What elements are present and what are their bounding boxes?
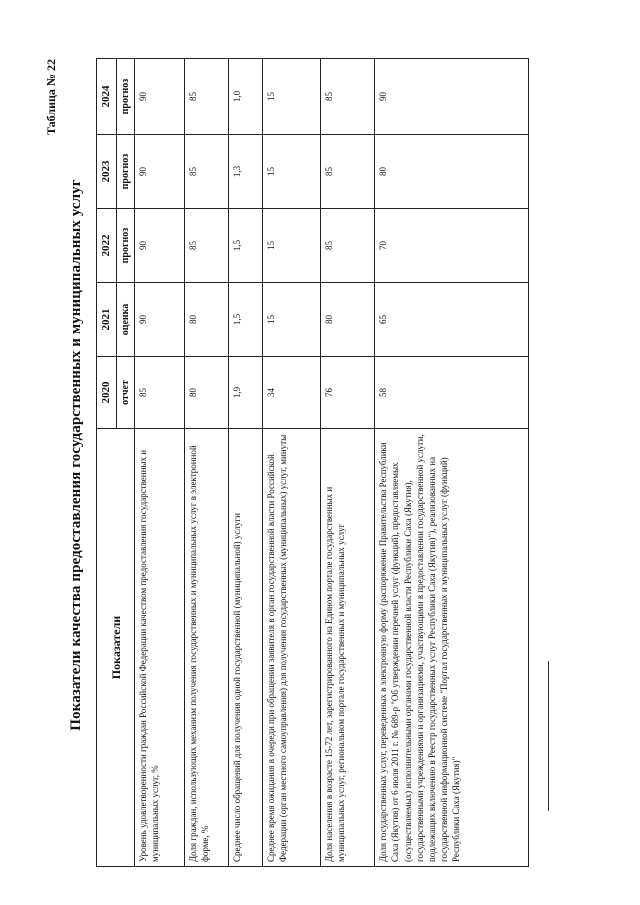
row-value: 65 [375,283,529,357]
footnote-separator [548,661,549,811]
row-value: 80 [375,135,529,209]
indicators-table [96,58,529,867]
row-value: 90 [135,209,185,283]
table-row [375,59,529,867]
row-value: 1,5 [229,209,263,283]
row-indicator: Доля граждан, использующих механизм получения государственных и муниципальных услуг в электронной форме, % [185,429,229,867]
row-value: 1,9 [229,357,263,429]
row-value: 34 [263,357,321,429]
row-value: 15 [263,209,321,283]
header-year-2023: 2023 [97,135,117,209]
row-value: 85 [321,135,375,209]
table-row [263,59,321,867]
table-row [185,59,229,867]
table-row [135,59,185,867]
row-value: 15 [263,59,321,135]
row-value: 90 [375,59,529,135]
table-number: Таблица № 22 [44,59,58,136]
row-value: 1,3 [229,135,263,209]
table-row [229,59,263,867]
table-row [321,59,375,867]
row-value: 85 [321,59,375,135]
row-indicator: Среднее число обращений для получения одной государственной (муниципальной) услуги [229,429,263,867]
row-value: 80 [185,357,229,429]
page-title: Показатели качества предоставления государственных и муниципальных услуг [68,179,84,731]
header-year-2022: 2022 [97,209,117,283]
header-year-2020: 2020 [97,357,117,429]
header-indicator: Показатели [97,429,135,867]
row-value: 70 [375,209,529,283]
row-indicator: Доля населения в возрасте 15-72 лет, зарегистрированного на Едином портале государственных и муниципальных услуг, региональном портале государственных и муниципальных услуг [321,429,375,867]
row-value: 85 [321,209,375,283]
header-type-2024: прогноз [116,59,135,135]
row-value: 85 [185,135,229,209]
row-value: 1,0 [229,59,263,135]
row-value: 80 [185,283,229,357]
row-value: 76 [321,357,375,429]
row-indicator: Среднее время ожидания в очереди при обращении заявителя в орган государственной власти Российской Федерации (орган местного самоуправления) для получения государственных (муниципальных) услуг, минуты [263,429,321,867]
row-value: 90 [135,59,185,135]
row-value: 15 [263,135,321,209]
header-year-2021: 2021 [97,283,117,357]
row-indicator: Доля государственных услуг, переведенных в электронную форму (распоряжение Правительства Республики Саха (Якутия) от 6 июля 2011 г. № 689-р "Об утверждении перечней услуг (функций), предоставляемых (осуществляемых) исполнительными органами государственной власти Республики Саха (Якутия), государственными учреждениями и организациями, участвующими в предоставлении государственной услуги, подлежащих включению в Реестр государственных услуг Республики Саха (Якутия)"), реализованных на государственной информационной системе "Портал государственных и муниципальных услуг (функций) Республики Саха (Якутия)" [375,429,529,867]
row-value: 85 [185,59,229,135]
row-value: 85 [135,357,185,429]
row-value: 80 [321,283,375,357]
rotated-sheet [40,25,600,885]
row-value: 58 [375,357,529,429]
header-type-2020: отчет [116,357,135,429]
header-type-2023: прогноз [116,135,135,209]
row-value: 90 [135,135,185,209]
row-indicator: Уровень удовлетворенности граждан Российской Федерации качеством предоставления государственных и муниципальных услуг, % [135,429,185,867]
row-value: 85 [185,209,229,283]
row-value: 15 [263,283,321,357]
header-year-2024: 2024 [97,59,117,135]
row-value: 1,5 [229,283,263,357]
header-type-2021: оценка [116,283,135,357]
header-type-2022: прогноз [116,209,135,283]
row-value: 90 [135,283,185,357]
header-row-years [97,59,117,867]
